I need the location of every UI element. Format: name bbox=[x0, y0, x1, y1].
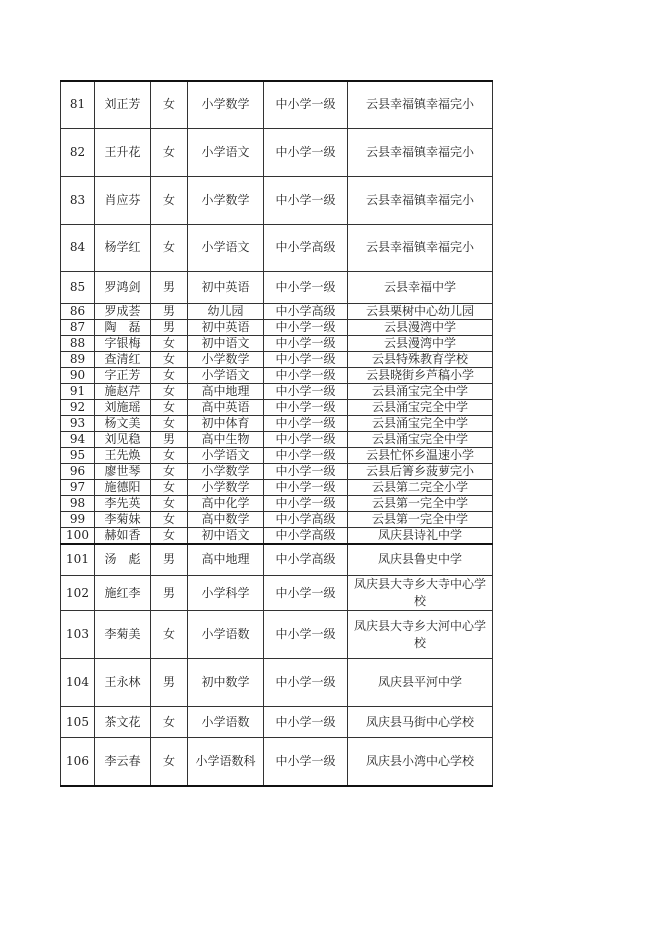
teacher-name-cell[interactable]: 施德阳 bbox=[95, 479, 151, 495]
school-name-cell[interactable]: 云县幸福中学 bbox=[348, 271, 493, 303]
teacher-name-cell[interactable]: 赫如香 bbox=[95, 527, 151, 544]
title-level-cell[interactable]: 中小学一级 bbox=[264, 659, 348, 707]
table-row bbox=[61, 611, 493, 659]
teacher-sex-cell[interactable]: 女 bbox=[151, 81, 188, 128]
teaching-subject-cell[interactable]: 高中化学 bbox=[188, 495, 264, 511]
row-number-cell[interactable]: 97 bbox=[61, 479, 95, 495]
teaching-subject-cell[interactable]: 高中地理 bbox=[188, 544, 264, 576]
teacher-sex-cell[interactable]: 女 bbox=[151, 511, 188, 527]
teacher-name-cell[interactable]: 罗鸿剑 bbox=[95, 271, 151, 303]
title-level-cell[interactable]: 中小学一级 bbox=[264, 351, 348, 367]
teacher-table bbox=[60, 80, 493, 787]
title-level-cell[interactable]: 中小学一级 bbox=[264, 479, 348, 495]
row-number-cell[interactable]: 100 bbox=[61, 527, 95, 544]
teacher-name-cell[interactable]: 肖应芬 bbox=[95, 176, 151, 224]
row-number-cell[interactable]: 86 bbox=[61, 303, 95, 319]
title-level-cell[interactable]: 中小学一级 bbox=[264, 383, 348, 399]
table-row bbox=[61, 463, 493, 479]
table-row bbox=[61, 271, 493, 303]
row-number-cell[interactable]: 88 bbox=[61, 335, 95, 351]
teacher-name-cell[interactable]: 王先焕 bbox=[95, 447, 151, 463]
teacher-sex-cell[interactable]: 女 bbox=[151, 335, 188, 351]
teacher-name-cell[interactable]: 罗成荟 bbox=[95, 303, 151, 319]
row-number-cell[interactable]: 81 bbox=[61, 81, 95, 128]
teacher-name-cell[interactable]: 陶 磊 bbox=[95, 319, 151, 335]
school-name-cell[interactable]: 云县第二完全小学 bbox=[348, 479, 493, 495]
table-body bbox=[61, 81, 493, 786]
school-name-cell[interactable]: 云县晓街乡芦稿小学 bbox=[348, 367, 493, 383]
teacher-sex-cell[interactable]: 女 bbox=[151, 527, 188, 544]
teacher-sex-cell[interactable]: 男 bbox=[151, 303, 188, 319]
teaching-subject-cell[interactable]: 小学数学 bbox=[188, 463, 264, 479]
teaching-subject-cell[interactable]: 小学语数 bbox=[188, 611, 264, 659]
school-name-cell[interactable]: 凤庆县平河中学 bbox=[348, 659, 493, 707]
title-level-cell[interactable]: 中小学一级 bbox=[264, 611, 348, 659]
teacher-name-cell[interactable]: 汤 彪 bbox=[95, 544, 151, 576]
teaching-subject-cell[interactable]: 小学数学 bbox=[188, 81, 264, 128]
title-level-cell[interactable]: 中小学一级 bbox=[264, 128, 348, 176]
row-number-cell[interactable]: 101 bbox=[61, 544, 95, 576]
teacher-name-cell[interactable]: 李云春 bbox=[95, 738, 151, 786]
teacher-sex-cell[interactable]: 女 bbox=[151, 707, 188, 738]
school-name-cell[interactable]: 云县涌宝完全中学 bbox=[348, 415, 493, 431]
teaching-subject-cell[interactable]: 小学语文 bbox=[188, 128, 264, 176]
school-name-cell[interactable]: 云县幸福镇幸福完小 bbox=[348, 176, 493, 224]
teacher-name-cell[interactable]: 字正芳 bbox=[95, 367, 151, 383]
title-level-cell[interactable]: 中小学一级 bbox=[264, 271, 348, 303]
school-name-cell[interactable]: 云县幸福镇幸福完小 bbox=[348, 81, 493, 128]
table-row bbox=[61, 495, 493, 511]
table-row bbox=[61, 176, 493, 224]
teacher-sex-cell[interactable]: 女 bbox=[151, 128, 188, 176]
row-number-cell[interactable]: 105 bbox=[61, 707, 95, 738]
title-level-cell[interactable]: 中小学一级 bbox=[264, 707, 348, 738]
row-number-cell[interactable]: 95 bbox=[61, 447, 95, 463]
teacher-sex-cell[interactable]: 女 bbox=[151, 495, 188, 511]
title-level-cell[interactable]: 中小学一级 bbox=[264, 431, 348, 447]
teaching-subject-cell[interactable]: 初中体育 bbox=[188, 415, 264, 431]
title-level-cell[interactable]: 中小学一级 bbox=[264, 176, 348, 224]
teaching-subject-cell[interactable]: 小学语数科 bbox=[188, 738, 264, 786]
teacher-sex-cell[interactable]: 男 bbox=[151, 576, 188, 611]
teacher-name-cell[interactable]: 王永林 bbox=[95, 659, 151, 707]
title-level-cell[interactable]: 中小学一级 bbox=[264, 447, 348, 463]
school-name-cell[interactable]: 云县漫湾中学 bbox=[348, 335, 493, 351]
spreadsheet-sheet bbox=[60, 80, 492, 787]
row-number-cell[interactable]: 104 bbox=[61, 659, 95, 707]
teacher-name-cell[interactable]: 茶文花 bbox=[95, 707, 151, 738]
table-row bbox=[61, 224, 493, 271]
title-level-cell[interactable]: 中小学一级 bbox=[264, 319, 348, 335]
school-name-cell[interactable]: 云县第一完全中学 bbox=[348, 495, 493, 511]
teacher-name-cell[interactable]: 杨学红 bbox=[95, 224, 151, 271]
teaching-subject-cell[interactable]: 高中地理 bbox=[188, 383, 264, 399]
table-row bbox=[61, 335, 493, 351]
teacher-sex-cell[interactable]: 女 bbox=[151, 383, 188, 399]
teacher-name-cell[interactable]: 李菊妹 bbox=[95, 511, 151, 527]
title-level-cell[interactable]: 中小学高级 bbox=[264, 511, 348, 527]
table-row bbox=[61, 479, 493, 495]
teacher-sex-cell[interactable]: 男 bbox=[151, 431, 188, 447]
school-name-cell[interactable]: 云县忙怀乡温速小学 bbox=[348, 447, 493, 463]
table-row bbox=[61, 351, 493, 367]
row-number-cell[interactable]: 85 bbox=[61, 271, 95, 303]
title-level-cell[interactable]: 中小学一级 bbox=[264, 81, 348, 128]
teacher-sex-cell[interactable]: 男 bbox=[151, 319, 188, 335]
teacher-name-cell[interactable]: 字银梅 bbox=[95, 335, 151, 351]
title-level-cell[interactable]: 中小学一级 bbox=[264, 335, 348, 351]
school-name-cell[interactable]: 云县第一完全中学 bbox=[348, 511, 493, 527]
school-name-cell[interactable]: 凤庆县大寺乡大河中心学校 bbox=[348, 611, 493, 659]
teaching-subject-cell[interactable]: 小学科学 bbox=[188, 576, 264, 611]
teacher-name-cell[interactable]: 查清红 bbox=[95, 351, 151, 367]
teaching-subject-cell[interactable]: 小学数学 bbox=[188, 479, 264, 495]
teacher-name-cell[interactable]: 施红李 bbox=[95, 576, 151, 611]
teacher-sex-cell[interactable]: 女 bbox=[151, 415, 188, 431]
school-name-cell[interactable]: 云县特殊教育学校 bbox=[348, 351, 493, 367]
teacher-sex-cell[interactable]: 男 bbox=[151, 271, 188, 303]
teacher-sex-cell[interactable]: 女 bbox=[151, 479, 188, 495]
teaching-subject-cell[interactable]: 初中英语 bbox=[188, 319, 264, 335]
title-level-cell[interactable]: 中小学高级 bbox=[264, 527, 348, 544]
teacher-name-cell[interactable]: 李菊美 bbox=[95, 611, 151, 659]
school-name-cell[interactable]: 云县涌宝完全中学 bbox=[348, 383, 493, 399]
teaching-subject-cell[interactable]: 小学语文 bbox=[188, 367, 264, 383]
school-name-cell[interactable]: 凤庆县鲁史中学 bbox=[348, 544, 493, 576]
row-number-cell[interactable]: 102 bbox=[61, 576, 95, 611]
table-row bbox=[61, 367, 493, 383]
row-number-cell[interactable]: 96 bbox=[61, 463, 95, 479]
school-name-cell[interactable]: 凤庆县大寺乡大寺中心学校 bbox=[348, 576, 493, 611]
teacher-sex-cell[interactable]: 女 bbox=[151, 447, 188, 463]
teacher-name-cell[interactable]: 王升花 bbox=[95, 128, 151, 176]
teaching-subject-cell[interactable]: 初中英语 bbox=[188, 271, 264, 303]
row-number-cell[interactable]: 87 bbox=[61, 319, 95, 335]
teacher-sex-cell[interactable]: 女 bbox=[151, 367, 188, 383]
table-row bbox=[61, 399, 493, 415]
school-name-cell[interactable]: 云县漫湾中学 bbox=[348, 319, 493, 335]
school-name-cell[interactable]: 云县幸福镇幸福完小 bbox=[348, 224, 493, 271]
teaching-subject-cell[interactable]: 小学语数 bbox=[188, 707, 264, 738]
title-level-cell[interactable]: 中小学一级 bbox=[264, 738, 348, 786]
row-number-cell[interactable]: 99 bbox=[61, 511, 95, 527]
row-number-cell[interactable]: 94 bbox=[61, 431, 95, 447]
teacher-sex-cell[interactable]: 女 bbox=[151, 463, 188, 479]
table-row bbox=[61, 319, 493, 335]
table-row bbox=[61, 707, 493, 738]
school-name-cell[interactable]: 云县栗树中心幼儿园 bbox=[348, 303, 493, 319]
row-number-cell[interactable]: 93 bbox=[61, 415, 95, 431]
row-number-cell[interactable]: 91 bbox=[61, 383, 95, 399]
title-level-cell[interactable]: 中小学一级 bbox=[264, 495, 348, 511]
title-level-cell[interactable]: 中小学一级 bbox=[264, 399, 348, 415]
table-row bbox=[61, 527, 493, 544]
teacher-name-cell[interactable]: 李先英 bbox=[95, 495, 151, 511]
row-number-cell[interactable]: 84 bbox=[61, 224, 95, 271]
school-name-cell[interactable]: 云县后箐乡菠萝完小 bbox=[348, 463, 493, 479]
teacher-sex-cell[interactable]: 女 bbox=[151, 224, 188, 271]
teacher-sex-cell[interactable]: 女 bbox=[151, 176, 188, 224]
table-row bbox=[61, 447, 493, 463]
school-name-cell[interactable]: 云县涌宝完全中学 bbox=[348, 399, 493, 415]
row-number-cell[interactable]: 92 bbox=[61, 399, 95, 415]
table-row bbox=[61, 81, 493, 128]
title-level-cell[interactable]: 中小学高级 bbox=[264, 224, 348, 271]
teaching-subject-cell[interactable]: 小学数学 bbox=[188, 351, 264, 367]
title-level-cell[interactable]: 中小学高级 bbox=[264, 544, 348, 576]
teacher-sex-cell[interactable]: 女 bbox=[151, 738, 188, 786]
table-row bbox=[61, 431, 493, 447]
teaching-subject-cell[interactable]: 幼儿园 bbox=[188, 303, 264, 319]
teacher-sex-cell[interactable]: 男 bbox=[151, 544, 188, 576]
row-number-cell[interactable]: 83 bbox=[61, 176, 95, 224]
school-name-cell[interactable]: 云县幸福镇幸福完小 bbox=[348, 128, 493, 176]
teaching-subject-cell[interactable]: 小学语文 bbox=[188, 224, 264, 271]
school-name-cell[interactable]: 凤庆县马街中心学校 bbox=[348, 707, 493, 738]
teaching-subject-cell[interactable]: 高中英语 bbox=[188, 399, 264, 415]
school-name-cell[interactable]: 云县涌宝完全中学 bbox=[348, 431, 493, 447]
teacher-name-cell[interactable]: 刘见稳 bbox=[95, 431, 151, 447]
teaching-subject-cell[interactable]: 初中语文 bbox=[188, 527, 264, 544]
teaching-subject-cell[interactable]: 初中语文 bbox=[188, 335, 264, 351]
teaching-subject-cell[interactable]: 高中生物 bbox=[188, 431, 264, 447]
school-name-cell[interactable]: 凤庆县诗礼中学 bbox=[348, 527, 493, 544]
row-number-cell[interactable]: 90 bbox=[61, 367, 95, 383]
title-level-cell[interactable]: 中小学高级 bbox=[264, 303, 348, 319]
table-row bbox=[61, 659, 493, 707]
teacher-name-cell[interactable]: 刘正芳 bbox=[95, 81, 151, 128]
table-row bbox=[61, 738, 493, 786]
teacher-sex-cell[interactable]: 女 bbox=[151, 611, 188, 659]
table-row bbox=[61, 511, 493, 527]
row-number-cell[interactable]: 103 bbox=[61, 611, 95, 659]
teacher-name-cell[interactable]: 刘施瑶 bbox=[95, 399, 151, 415]
row-number-cell[interactable]: 89 bbox=[61, 351, 95, 367]
title-level-cell[interactable]: 中小学一级 bbox=[264, 367, 348, 383]
table-row bbox=[61, 544, 493, 576]
teacher-sex-cell[interactable]: 女 bbox=[151, 351, 188, 367]
title-level-cell[interactable]: 中小学一级 bbox=[264, 463, 348, 479]
table-row bbox=[61, 576, 493, 611]
teaching-subject-cell[interactable]: 高中数学 bbox=[188, 511, 264, 527]
teaching-subject-cell[interactable]: 初中数学 bbox=[188, 659, 264, 707]
teacher-name-cell[interactable]: 施赵芹 bbox=[95, 383, 151, 399]
school-name-cell[interactable]: 凤庆县小湾中心学校 bbox=[348, 738, 493, 786]
title-level-cell[interactable]: 中小学一级 bbox=[264, 415, 348, 431]
table-row bbox=[61, 415, 493, 431]
row-number-cell[interactable]: 82 bbox=[61, 128, 95, 176]
teaching-subject-cell[interactable]: 小学数学 bbox=[188, 176, 264, 224]
teaching-subject-cell[interactable]: 小学语文 bbox=[188, 447, 264, 463]
table-row bbox=[61, 303, 493, 319]
teacher-sex-cell[interactable]: 男 bbox=[151, 659, 188, 707]
title-level-cell[interactable]: 中小学一级 bbox=[264, 576, 348, 611]
teacher-name-cell[interactable]: 杨文美 bbox=[95, 415, 151, 431]
teacher-sex-cell[interactable]: 女 bbox=[151, 399, 188, 415]
row-number-cell[interactable]: 98 bbox=[61, 495, 95, 511]
row-number-cell[interactable]: 106 bbox=[61, 738, 95, 786]
table-row bbox=[61, 128, 493, 176]
teacher-name-cell[interactable]: 廖世琴 bbox=[95, 463, 151, 479]
table-row bbox=[61, 383, 493, 399]
